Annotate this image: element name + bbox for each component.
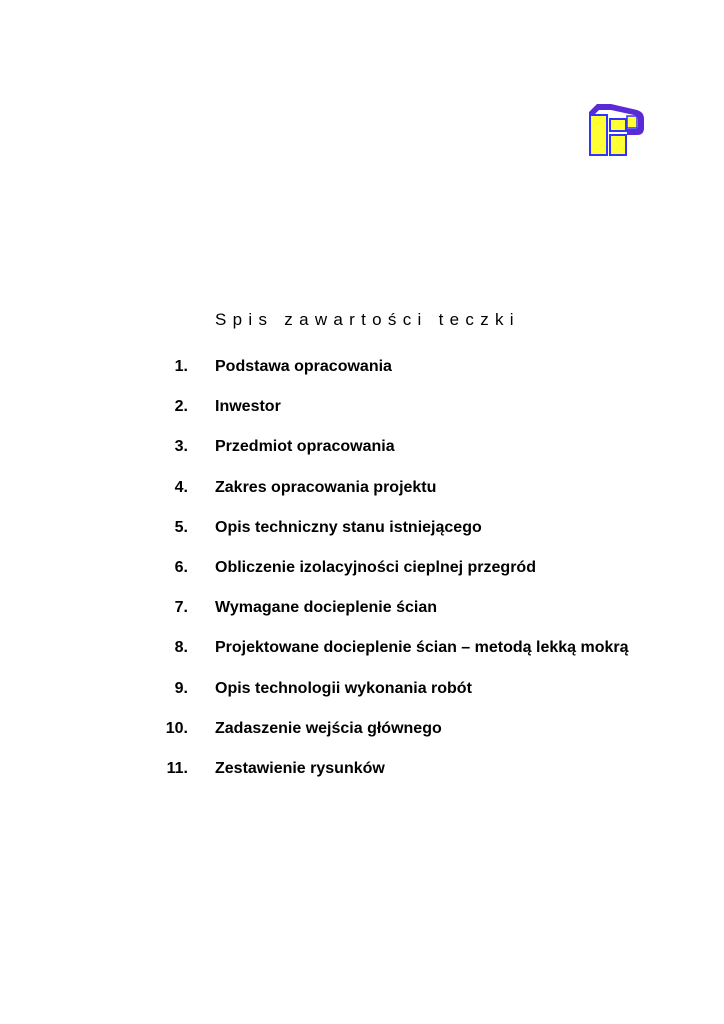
toc-item [0, 760, 724, 800]
toc-item-label: Przedmiot opracowania [215, 438, 395, 456]
toc-item [0, 639, 724, 679]
toc-item-number: 2. [174, 398, 188, 416]
toc-item-label: Projektowane docieplenie ścian – metodą lekką mokrą [215, 639, 629, 657]
toc-item-label: Obliczenie izolacyjności cieplnej przegród [215, 558, 536, 576]
table-of-contents [0, 358, 724, 800]
toc-item-label: Zadaszenie wejścia głównego [215, 719, 442, 737]
toc-item-label: Zakres opracowania projektu [215, 478, 437, 496]
toc-item-number: 1. [174, 358, 188, 375]
toc-item-number: 9. [174, 679, 188, 697]
toc-item-label: Podstawa opracowania [215, 358, 392, 375]
toc-item-label: Wymagane docieplenie ścian [215, 599, 438, 617]
toc-item [0, 479, 724, 519]
toc-item-number: 8. [174, 639, 188, 657]
toc-item [0, 720, 724, 760]
toc-item-label: Inwestor [215, 398, 281, 416]
document-title: Spis zawartości teczki [215, 310, 520, 329]
toc-item-number: 10. [165, 719, 188, 737]
toc-item-number: 7. [174, 599, 188, 617]
toc-item [0, 519, 724, 559]
toc-item-number: 6. [174, 558, 188, 576]
toc-item-number: 11. [166, 759, 188, 777]
company-logo-icon [587, 102, 645, 156]
toc-item [0, 438, 724, 478]
toc-item-number: 4. [174, 478, 188, 496]
toc-item-label: Opis techniczny stanu istniejącego [215, 518, 482, 536]
toc-item [0, 559, 724, 599]
toc-item [0, 398, 724, 438]
toc-item-number: 3. [174, 438, 188, 456]
toc-item-label: Opis technologii wykonania robót [215, 679, 472, 697]
toc-item [0, 680, 724, 720]
toc-item-label: Zestawienie rysunków [215, 759, 385, 777]
toc-item [0, 599, 724, 639]
toc-item-number: 5. [174, 518, 188, 536]
toc-item [0, 358, 724, 398]
